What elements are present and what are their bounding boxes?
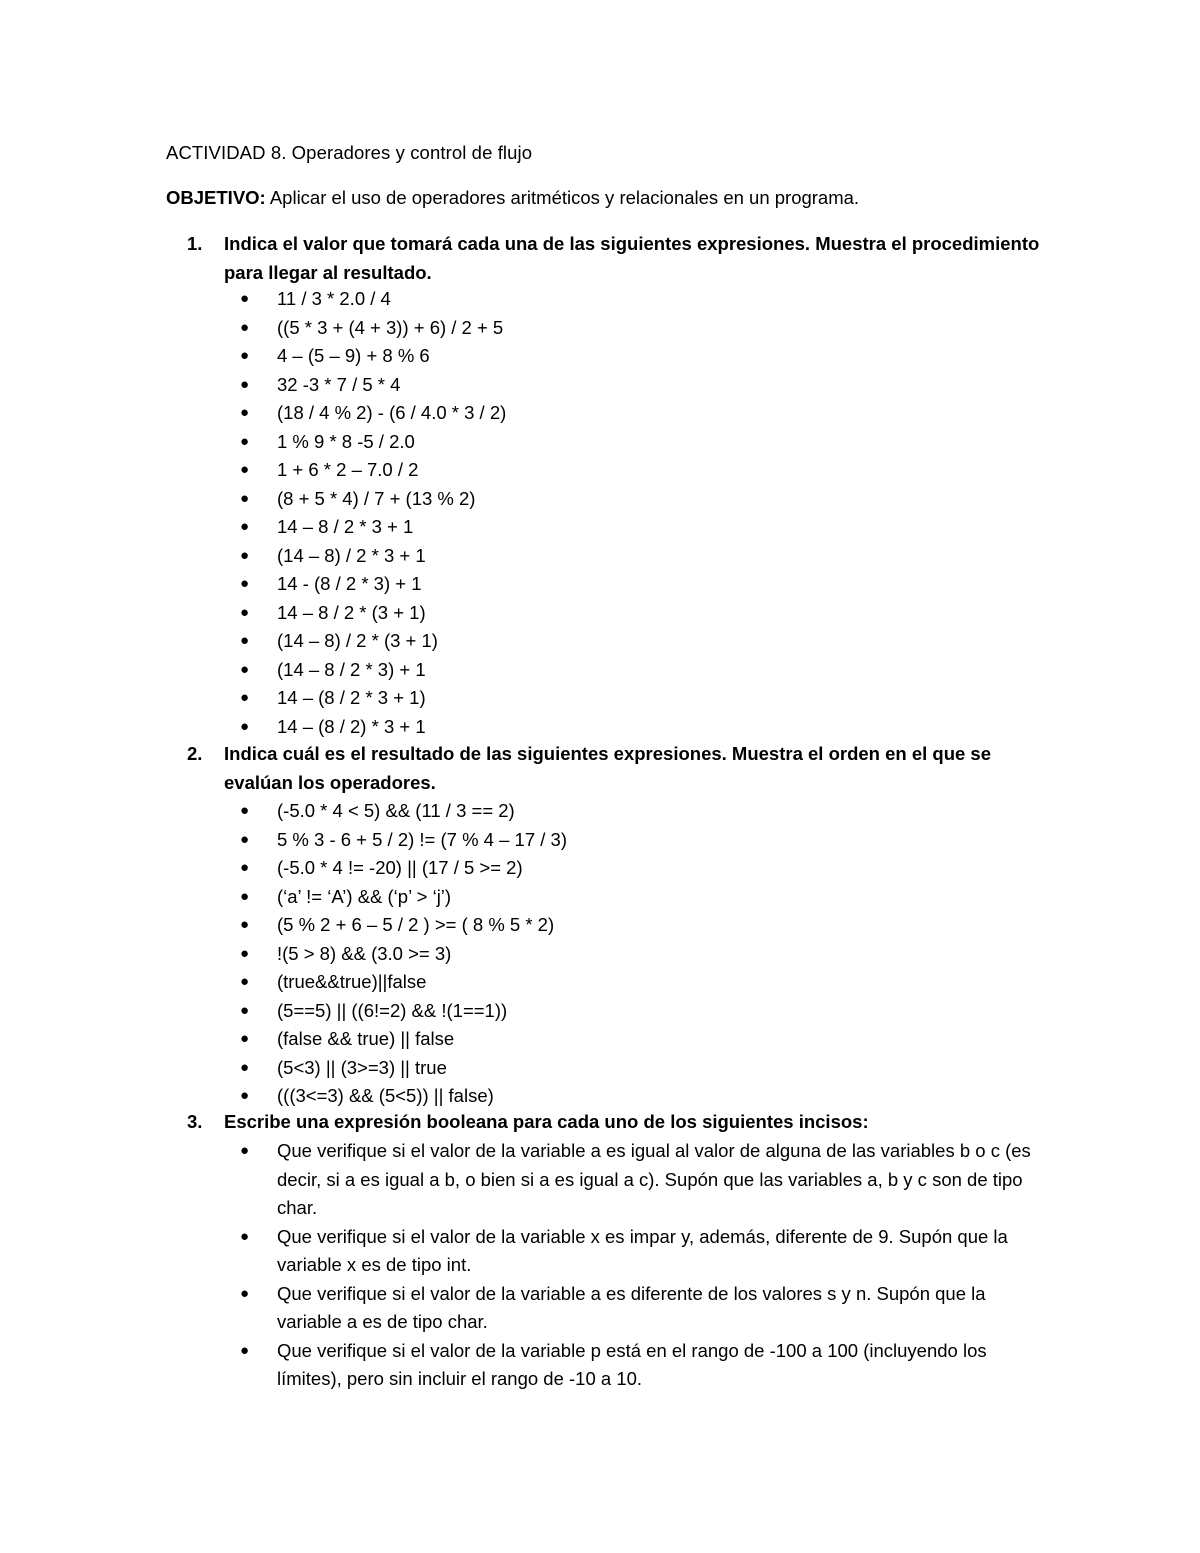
bullet-icon: ●	[240, 404, 250, 421]
bullet-icon: ●	[240, 318, 250, 336]
list-item: ● (5 % 2 + 6 – 5 / 2 ) >= ( 8 % 5 * 2)	[240, 911, 1040, 940]
bullet-icon: ●	[240, 1030, 250, 1047]
bullet-icon: ●	[240, 1001, 250, 1019]
bullet-icon: ●	[240, 1227, 250, 1245]
question-3	[187, 1108, 1047, 1137]
bullet-icon: ●	[240, 518, 250, 535]
bullet-icon: ●	[240, 830, 250, 848]
list-item: ● ((5 * 3 + (4 + 3)) + 6) / 2 + 5	[240, 314, 1040, 343]
list-item: ● 14 – 8 / 2 * 3 + 1	[240, 513, 1040, 542]
list-item: ● Que verifique si el valor de la variable a es diferente de los valores s y n. Supón que la variable a es de tipo char.	[240, 1280, 1040, 1337]
bullet-icon: ●	[240, 461, 250, 478]
list-item: ● 32 -3 * 7 / 5 * 4	[240, 371, 1040, 400]
list-item: ● (-5.0 * 4 != -20) || (17 / 5 >= 2)	[240, 854, 1040, 883]
question-2	[187, 740, 1047, 797]
list-item: ● (14 – 8) / 2 * 3 + 1	[240, 542, 1040, 571]
list-item: ● 14 – (8 / 2) * 3 + 1	[240, 713, 1040, 742]
objective-label: OBJETIVO:	[166, 187, 266, 208]
bullet-icon: ●	[240, 1087, 250, 1104]
list-item: ● (‘a’ != ‘A’) && (‘p’ > ‘j’)	[240, 883, 1040, 912]
question-text: Escribe una expresión booleana para cada uno de los siguientes incisos:	[224, 1111, 869, 1132]
list-item: ● (14 – 8) / 2 * (3 + 1)	[240, 627, 1040, 656]
bullet-icon: ●	[240, 859, 250, 876]
bullet-icon: ●	[240, 1142, 250, 1159]
bullet-icon: ●	[240, 916, 250, 933]
bullet-icon: ●	[240, 375, 250, 393]
list-item: ● !(5 > 8) && (3.0 >= 3)	[240, 940, 1040, 969]
list-item: ● 14 – 8 / 2 * (3 + 1)	[240, 599, 1040, 628]
list-item: ● (18 / 4 % 2) - (6 / 4.0 * 3 / 2)	[240, 399, 1040, 428]
list-item: ● (true&&true)||false	[240, 968, 1040, 997]
bullet-icon: ●	[240, 546, 250, 564]
bullet-icon: ●	[240, 347, 250, 364]
bullet-icon: ●	[240, 973, 250, 990]
list-item: ● Que verifique si el valor de la variable a es igual al valor de alguna de las variables b o c (es decir, si a es igual a b, o bien si a es igual a c). Supón que las variables a, b y c son de tipo char.	[240, 1137, 1040, 1223]
objective	[166, 187, 859, 209]
bullet-icon: ●	[240, 489, 250, 507]
bullet-icon: ●	[240, 575, 250, 592]
bullet-icon: ●	[240, 1058, 250, 1076]
bullet-icon: ●	[240, 432, 250, 450]
list-item: ● Que verifique si el valor de la variable x es impar y, además, diferente de 9. Supón que la variable x es de tipo int.	[240, 1223, 1040, 1280]
question-number: 3.	[187, 1111, 203, 1132]
bullet-icon: ●	[240, 1284, 250, 1302]
page-title: ACTIVIDAD 8. Operadores y control de flujo	[166, 142, 533, 163]
list-item: ● 14 – (8 / 2 * 3 + 1)	[240, 684, 1040, 713]
list-item: ● (5==5) || ((6!=2) && !(1==1))	[240, 997, 1040, 1026]
question-text: Indica el valor que tomará cada una de las siguientes expresiones. Muestra el procedimiento para llegar al resultado.	[224, 233, 1040, 283]
bullet-icon: ●	[240, 802, 250, 819]
list-item: ● (14 – 8 / 2 * 3) + 1	[240, 656, 1040, 685]
list-item: ● (5<3) || (3>=3) || true	[240, 1054, 1040, 1083]
objective-text: Aplicar el uso de operadores aritméticos y relacionales en un programa.	[265, 187, 860, 208]
list-item: ● 11 / 3 * 2.0 / 4	[240, 285, 1040, 314]
bullet-icon: ●	[240, 603, 250, 621]
bullet-icon: ●	[240, 632, 250, 649]
question-2-items	[240, 797, 1040, 1111]
question-number: 1.	[187, 233, 203, 254]
list-item: ● 1 + 6 * 2 – 7.0 / 2	[240, 456, 1040, 485]
question-1-items	[240, 285, 1040, 741]
question-number: 2.	[187, 743, 203, 764]
list-item: ● (8 + 5 * 4) / 7 + (13 % 2)	[240, 485, 1040, 514]
bullet-icon: ●	[240, 717, 250, 735]
list-item: ● 14 - (8 / 2 * 3) + 1	[240, 570, 1040, 599]
bullet-icon: ●	[240, 944, 250, 962]
bullet-icon: ●	[240, 887, 250, 905]
question-1	[187, 230, 1047, 287]
list-item: ● Que verifique si el valor de la variable p está en el rango de -100 a 100 (incluyendo los límites), pero sin incluir el rango de -10 a 10.	[240, 1337, 1040, 1394]
list-item: ● (((3<=3) && (5<5)) || false)	[240, 1082, 1040, 1111]
list-item: ● 4 – (5 – 9) + 8 % 6	[240, 342, 1040, 371]
question-3-items	[240, 1137, 1040, 1394]
list-item: ● 1 % 9 * 8 -5 / 2.0	[240, 428, 1040, 457]
question-text: Indica cuál es el resultado de las siguientes expresiones. Muestra el orden en el que se evalúan los operadores.	[224, 743, 992, 793]
bullet-icon: ●	[240, 660, 250, 678]
bullet-icon: ●	[240, 689, 250, 706]
list-item: ● (-5.0 * 4 < 5) && (11 / 3 == 2)	[240, 797, 1040, 826]
bullet-icon: ●	[240, 1341, 250, 1359]
list-item: ● (false && true) || false	[240, 1025, 1040, 1054]
bullet-icon: ●	[240, 290, 250, 307]
list-item: ● 5 % 3 - 6 + 5 / 2) != (7 % 4 – 17 / 3)	[240, 826, 1040, 855]
